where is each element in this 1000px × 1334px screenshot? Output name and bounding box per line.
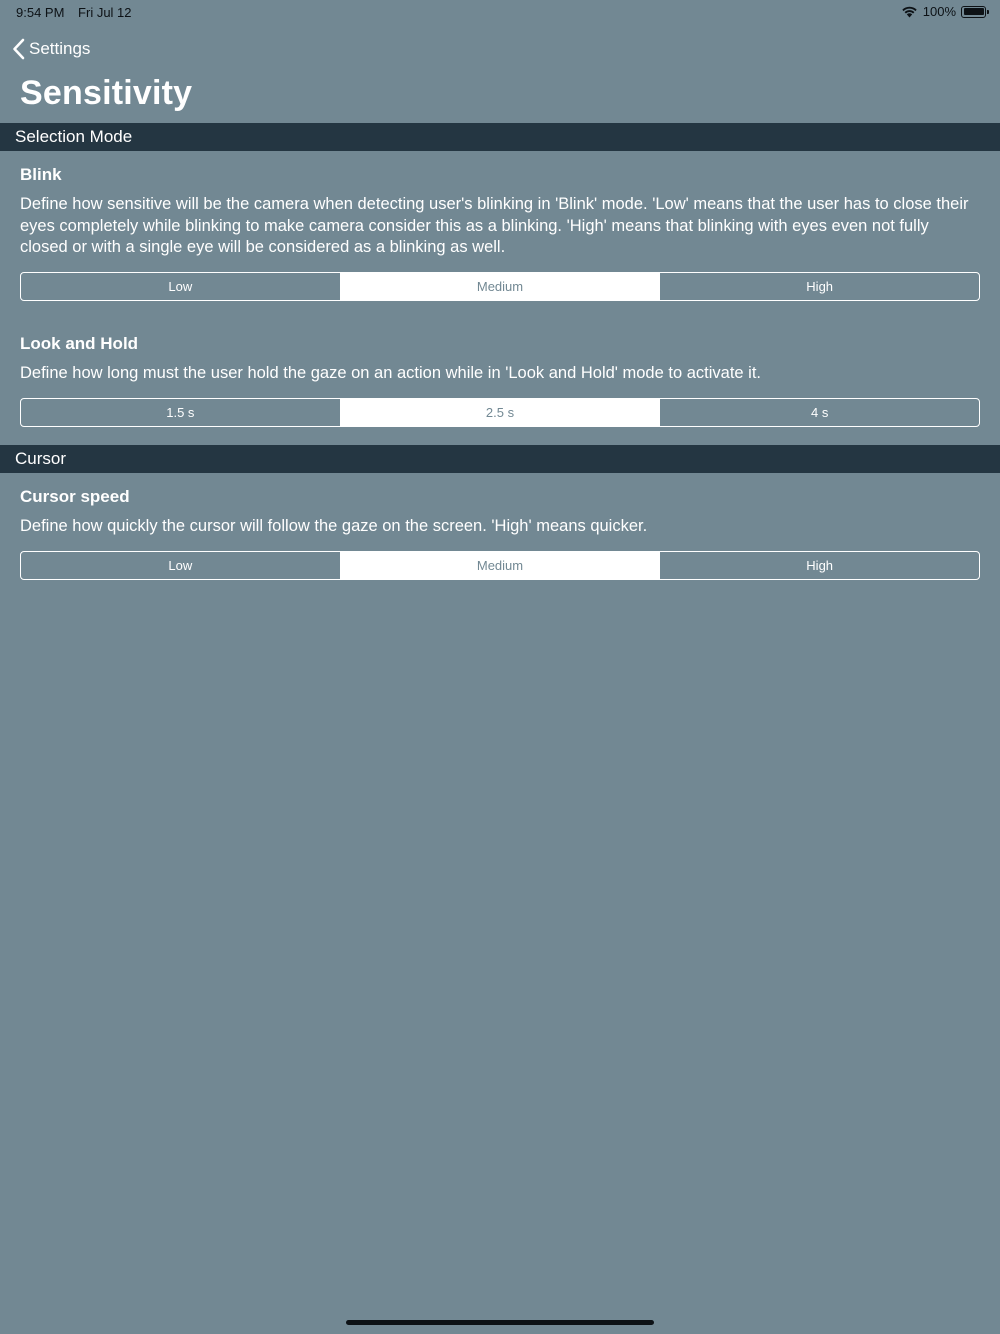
look-and-hold-segment-1-5s[interactable]: 1.5 s [21, 399, 341, 426]
battery-icon [961, 6, 986, 18]
look-and-hold-description: Define how long must the user hold the gaze on an action while in 'Look and Hold' mode to activate it. [20, 364, 762, 382]
section-header-selection-mode: Selection Mode [0, 123, 1000, 151]
cursor-speed-segment-high[interactable]: High [806, 558, 834, 573]
cursor-speed-segment-medium[interactable]: Medium [341, 552, 661, 579]
battery-fill [964, 8, 984, 15]
blink-segment-high[interactable]: High [806, 279, 834, 294]
cursor-speed-segment-low[interactable]: Low [21, 552, 341, 579]
chevron-left-icon [12, 38, 25, 60]
back-button[interactable] [12, 36, 90, 62]
cursor-speed-description: Define how quickly the cursor will follow the gaze on the screen. 'High' means quicker. [20, 517, 648, 535]
status-date: Fri Jul 12 [78, 5, 132, 20]
blink-segment-medium[interactable]: Medium [341, 273, 661, 300]
status-right [901, 4, 986, 19]
status-left [16, 5, 142, 20]
look-and-hold-segment-2-5s[interactable]: 2.5 s [341, 399, 661, 426]
blink-description: Define how sensitive will be the camera when detecting user's blinking in 'Blink' mode. 'Low' means that the user has to close their eyes completely while blinking to make camera consider this as a blinking. 'High' means that blinking with eyes even not fully closed or with a single eye will be considered as a blinking as well. [20, 195, 969, 256]
section-header-cursor: Cursor [0, 445, 1000, 473]
blink-segment-low[interactable]: Low [21, 273, 341, 300]
cursor-speed-segmented-control [20, 551, 980, 580]
look-and-hold-title: Look and Hold [20, 334, 139, 353]
blink-title: Blink [20, 165, 62, 184]
wifi-icon [901, 5, 918, 18]
battery-percent: 100% [922, 4, 956, 19]
status-time: 9:54 PM [16, 5, 65, 20]
cursor-speed-title: Cursor speed [20, 487, 130, 506]
home-indicator[interactable] [346, 1320, 654, 1325]
look-and-hold-segment-4s[interactable]: 4 s [811, 405, 829, 420]
look-and-hold-segmented-control [20, 398, 980, 427]
status-bar [0, 0, 1000, 24]
page-title: Sensitivity [20, 74, 193, 112]
blink-segmented-control [20, 272, 980, 301]
back-label: Settings [29, 39, 91, 58]
